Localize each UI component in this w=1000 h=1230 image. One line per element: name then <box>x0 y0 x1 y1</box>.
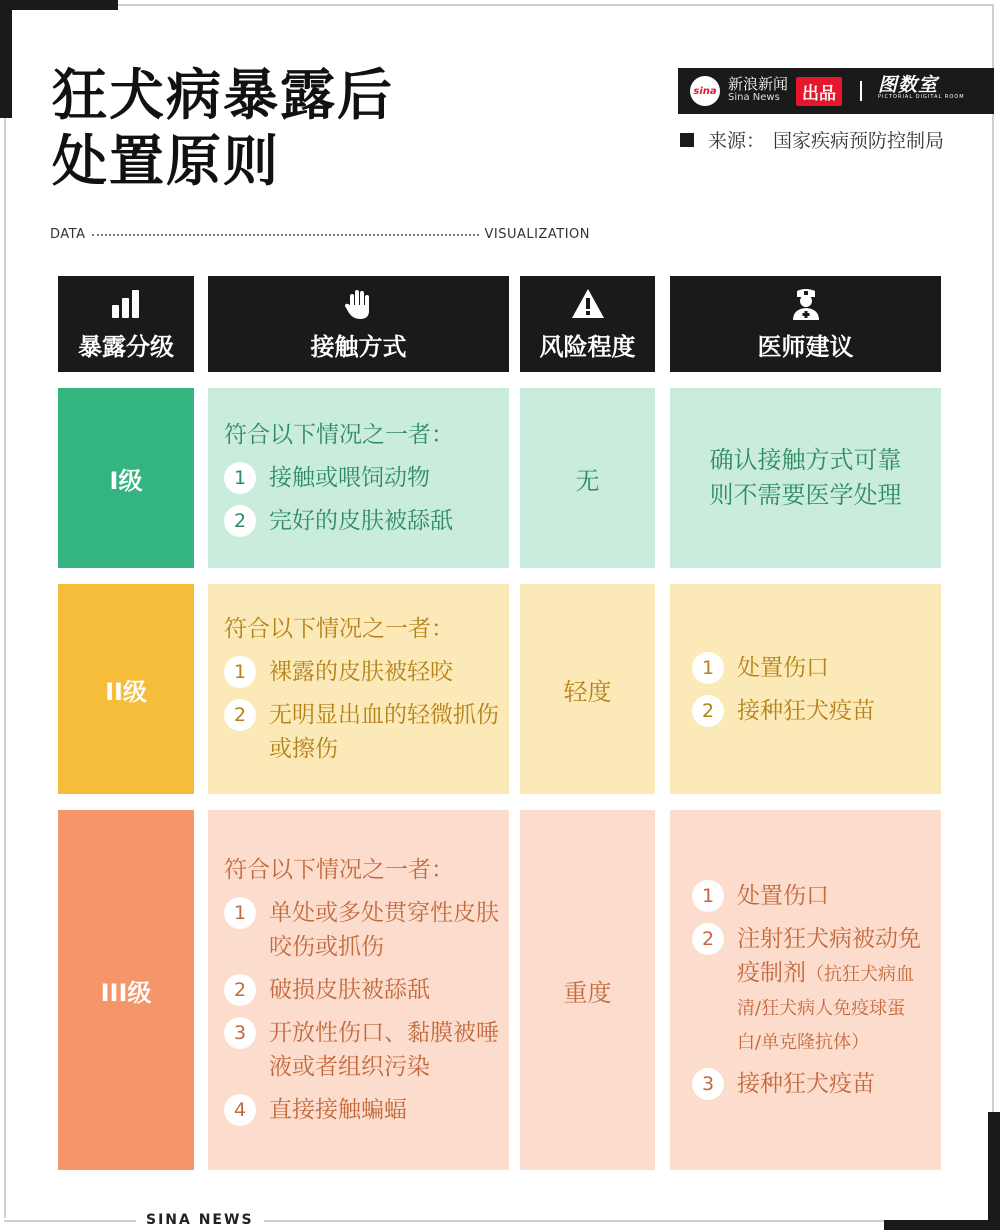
list-item-text: 直接接触蝙蝠 <box>269 1097 407 1123</box>
list-number: 4 <box>224 1094 256 1126</box>
level-cell-3 <box>58 810 194 1170</box>
frame-corner-right <box>988 1112 1000 1230</box>
risk-label-3: 重度 <box>563 978 612 1007</box>
contact-cell-3 <box>208 810 509 1170</box>
page-title <box>52 62 394 194</box>
frame-line-left <box>4 118 6 1218</box>
contact-intro: 符合以下情况之一者： <box>224 422 454 448</box>
list-number: 1 <box>692 880 724 912</box>
list-number: 3 <box>692 1068 724 1100</box>
source-value: 国家疾病预防控制局 <box>773 130 945 152</box>
advice-cell-1 <box>670 388 941 568</box>
list-item-text: 无明显出血的轻微抓伤或擦伤 <box>269 702 499 762</box>
risk-label-2: 轻度 <box>563 677 612 706</box>
advice-cell-2 <box>670 584 941 794</box>
source-square-icon <box>680 133 694 147</box>
contact-intro: 符合以下情况之一者： <box>224 616 454 642</box>
list-item-text: 接种狂犬疫苗 <box>737 697 875 724</box>
advice-line-2: 则不需要医学处理 <box>709 481 902 509</box>
divider-right-text: VISUALIZATION <box>484 227 590 242</box>
list-number: 1 <box>692 652 724 684</box>
header-advice <box>670 276 941 372</box>
list-item <box>224 973 501 1007</box>
list-item-text <box>737 922 923 1058</box>
divider-left-text: DATA <box>50 227 86 242</box>
list-number: 2 <box>224 505 256 537</box>
level-label-1: I级 <box>109 466 143 495</box>
brand-sub-en: PICTORIAL DIGITAL ROOM <box>878 94 965 100</box>
list-item-text: 处置伤口 <box>737 654 829 681</box>
level-cell-2 <box>58 584 194 794</box>
level-label-3: III级 <box>100 978 152 1007</box>
list-item <box>224 461 501 495</box>
list-number: 1 <box>224 462 256 494</box>
risk-cell-3 <box>520 810 655 1170</box>
title-line-2: 处置原则 <box>52 129 281 193</box>
list-number: 2 <box>692 695 724 727</box>
list-item <box>692 651 923 685</box>
sina-logo-icon: sina <box>690 76 720 106</box>
source-line <box>680 126 944 153</box>
brand-badge: 出品 <box>796 77 842 106</box>
list-item <box>692 1067 923 1101</box>
doctor-icon <box>789 287 823 321</box>
frame-corner-bottom-right <box>884 1220 1000 1230</box>
level-label-2: II级 <box>105 677 147 706</box>
contact-intro: 符合以下情况之一者： <box>224 857 454 883</box>
divider-dots <box>92 234 479 236</box>
bar-chart-icon <box>109 287 143 321</box>
header-risk-label: 风险程度 <box>539 332 636 361</box>
list-item <box>224 698 501 766</box>
list-item-text: 接种狂犬疫苗 <box>737 1071 875 1097</box>
source-label: 来源： <box>708 130 766 152</box>
risk-cell-2 <box>520 584 655 794</box>
contact-cell-1 <box>208 388 509 568</box>
header-advice-label: 医师建议 <box>757 332 854 361</box>
brand-sub-logo <box>878 74 965 103</box>
list-number: 1 <box>224 656 256 688</box>
header-contact-label: 接触方式 <box>310 332 407 361</box>
list-number: 3 <box>224 1017 256 1049</box>
frame-line-top <box>118 4 994 6</box>
frame-line-right <box>992 4 994 1114</box>
frame-corner-top-left <box>0 0 118 10</box>
list-item <box>224 896 501 964</box>
brand-name <box>728 77 788 105</box>
advice-cell-3 <box>670 810 941 1170</box>
list-item <box>692 694 923 728</box>
list-number: 1 <box>224 897 256 929</box>
header-level-label: 暴露分级 <box>78 332 174 361</box>
header-level <box>58 276 194 372</box>
list-item <box>224 504 501 538</box>
list-item-text: 单处或多处贯穿性皮肤咬伤或抓伤 <box>269 900 499 960</box>
list-number: 2 <box>224 699 256 731</box>
list-item <box>224 1093 501 1127</box>
contact-cell-2 <box>208 584 509 794</box>
list-item <box>224 1016 501 1084</box>
brand-bar <box>678 68 994 114</box>
advice-line-1: 确认接触方式可靠 <box>709 446 902 474</box>
data-visualization-divider <box>50 227 590 242</box>
list-item <box>692 922 923 1058</box>
brand-separator <box>860 81 862 101</box>
list-item-text: 处置伤口 <box>737 883 829 909</box>
hand-icon <box>342 287 376 321</box>
brand-name-cn: 新浪新闻 <box>728 75 789 93</box>
header-contact <box>208 276 509 372</box>
list-item-text: 完好的皮肤被舔舐 <box>269 508 453 534</box>
risk-label-1: 无 <box>575 466 600 495</box>
level-cell-1 <box>58 388 194 568</box>
risk-cell-1 <box>520 388 655 568</box>
list-item-main-text: 注射狂犬病被动免疫制剂 <box>737 926 921 986</box>
list-number: 2 <box>692 923 724 955</box>
warning-icon <box>571 287 605 321</box>
list-item-text: 开放性伤口、黏膜被唾液或者组织污染 <box>269 1020 499 1080</box>
title-line-1: 狂犬病暴露后 <box>52 63 395 127</box>
list-number: 2 <box>224 974 256 1006</box>
list-item-text: 破损皮肤被舔舐 <box>269 977 430 1003</box>
list-item <box>224 655 501 689</box>
frame-corner-left <box>0 0 12 118</box>
list-item-text: 裸露的皮肤被轻咬 <box>269 659 453 685</box>
brand-sub-cn: 图数室 <box>878 74 939 96</box>
list-item-text: 接触或喂饲动物 <box>269 465 430 491</box>
footer-brand: SINA NEWS <box>136 1212 264 1228</box>
header-risk <box>520 276 655 372</box>
list-item-note: （抗狂犬病血清/狂犬病人免疫球蛋白/单克隆抗体） <box>737 964 914 1053</box>
list-item <box>692 879 923 913</box>
brand-name-en: Sina News <box>728 92 780 103</box>
